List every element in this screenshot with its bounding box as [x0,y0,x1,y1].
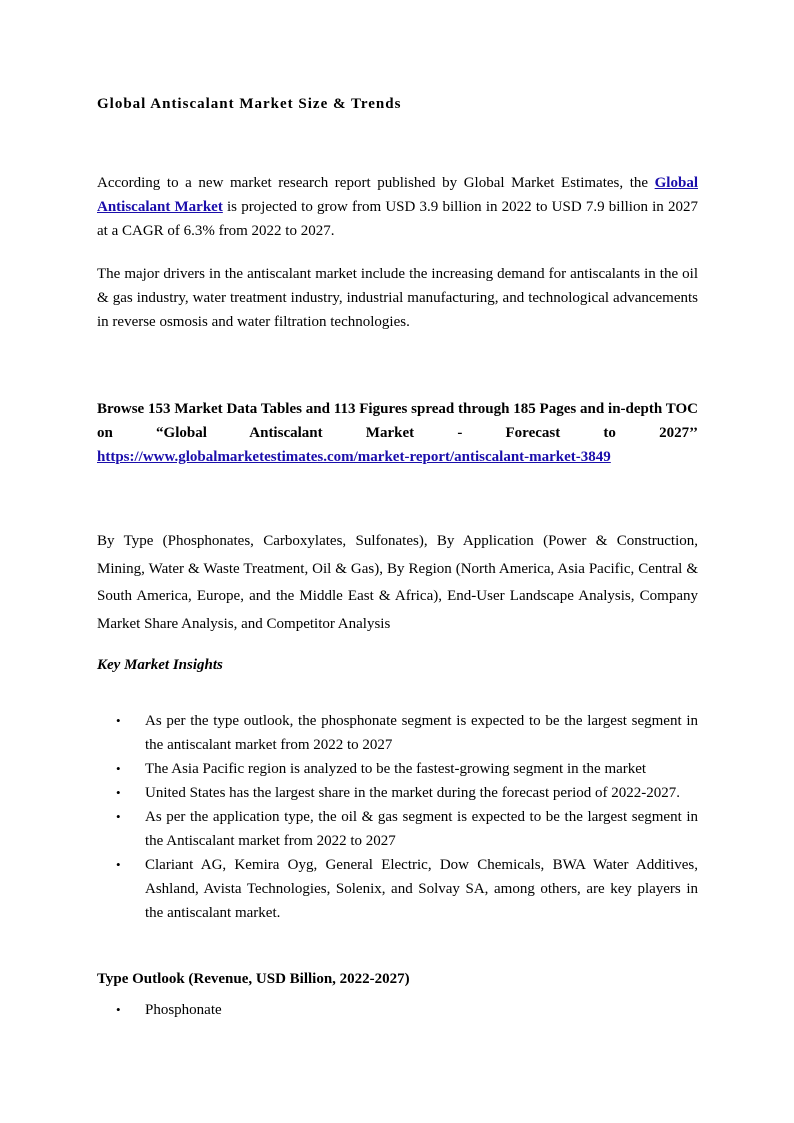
global-antiscalant-market-link[interactable]: Global Antiscalant Market [97,175,698,215]
page-title: Global Antiscalant Market Size & Trends [97,96,402,112]
intro-paragraph [97,171,698,243]
segmentation-paragraph: By Type (Phosphonates, Carboxylates, Sulfonates), By Application (Power & Construction, Mining, Water & Waste Treatment, Oil & Gas), By Region (North America, Asia Pacific, Central & South America, Europe, and the Middle East & Africa), End-User Landscape Analysis, Company Market Share Analysis, and Competitor Analysis [97,533,698,632]
drivers-paragraph: The major drivers in the antiscalant market include the increasing demand for antiscalants in the oil & gas industry, water treatment industry, industrial manufacturing, and technological advancements in reverse osmosis and water filtration technologies. [97,266,698,330]
intro-text-before: According to a new market research report published by Global Market Estimates, the [97,175,655,191]
list-item [97,998,698,1022]
insight-text: As per the application type, the oil & gas segment is expected to be the largest segment in the Antiscalant market from 2022 to 2027 [145,809,698,849]
bullet-icon: • [116,1002,121,1017]
bullet-icon: • [116,785,121,800]
bullet-icon: • [116,857,121,872]
intro-text-after: is projected to grow from USD 3.9 billion in 2022 to USD 7.9 billion in 2027 at a CAGR of 6.3% from 2022 to 2027. [97,199,698,239]
list-item [97,757,698,781]
key-market-insights-heading: Key Market Insights [97,657,223,673]
insight-text: Clariant AG, Kemira Oyg, General Electric, Dow Chemicals, BWA Water Additives, Ashland, Avista Technologies, Solenix, and Solvay SA, among others, are key players in the antiscalant market. [145,857,698,921]
bullet-icon: • [116,713,121,728]
bullet-icon: • [116,809,121,824]
insights-list [97,709,698,925]
type-item-text: Phosphonate [145,1002,222,1018]
bullet-icon: • [116,761,121,776]
type-outlook-heading: Type Outlook (Revenue, USD Billion, 2022-2027) [97,971,410,987]
browse-paragraph [97,397,698,469]
type-outlook-list [97,998,698,1022]
list-item [97,853,698,925]
browse-text: Browse 153 Market Data Tables and 113 Figures spread through 185 Pages and in-depth TOC on “Global Antiscalant Market - Forecast to 2027’’ [97,401,698,441]
insight-text: The Asia Pacific region is analyzed to be the fastest-growing segment in the market [145,761,647,777]
list-item [97,805,698,853]
list-item [97,781,698,805]
report-url-link[interactable]: https://www.globalmarketestimates.com/market-report/antiscalant-market-3849 [97,449,611,465]
insight-text: As per the type outlook, the phosphonate segment is expected to be the largest segment in the antiscalant market from 2022 to 2027 [145,713,698,753]
list-item [97,709,698,757]
insight-text: United States has the largest share in the market during the forecast period of 2022-2027. [145,785,680,801]
